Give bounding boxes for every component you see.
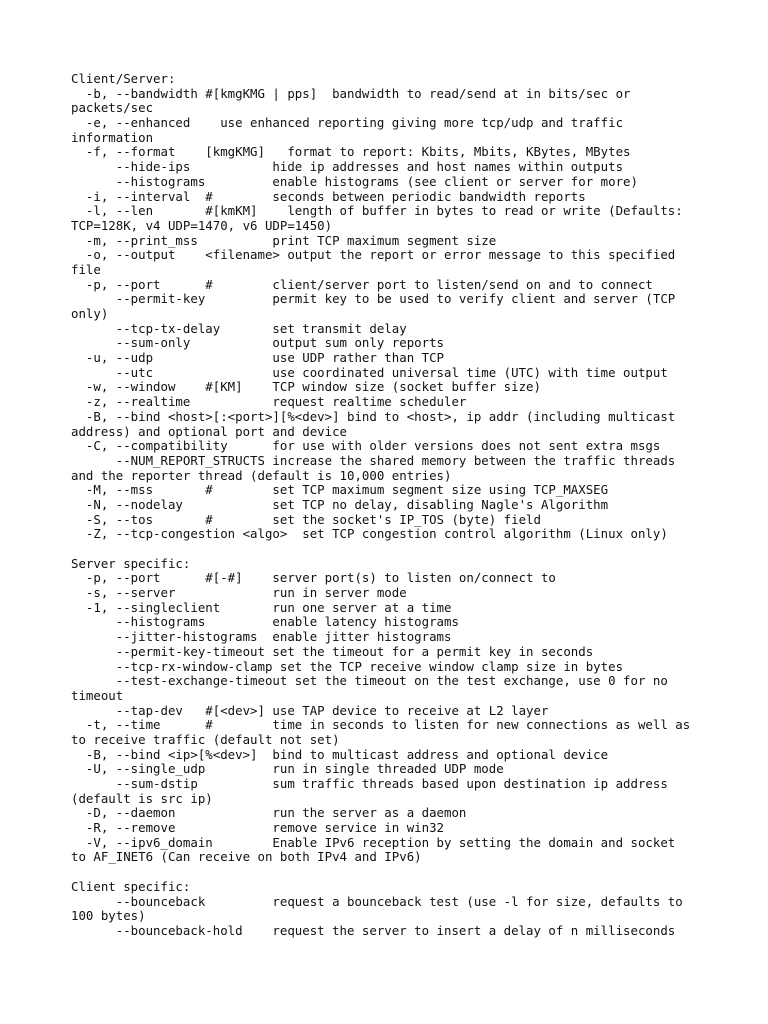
text-line: Server specific: [71, 555, 191, 571]
text-line: packets/sec [71, 100, 154, 116]
text-line: Client/Server: [71, 71, 176, 86]
text-line: -1, --singleclient run one server at a time [71, 599, 452, 615]
text-line: to AF_INET6 (Can receive on both IPv4 and IPv6) [71, 849, 422, 865]
text-line: 100 bytes) [71, 908, 146, 924]
text-line: -M, --mss # set TCP maximum segment size using TCP_MAXSEG [71, 482, 609, 498]
text-line [71, 865, 721, 880]
text-line: -V, --ipv6_domain Enable IPv6 reception by setting the domain and socket [71, 834, 676, 850]
text-line: and the reporter thread (default is 10,000 entries) [71, 467, 452, 483]
text-line: -s, --server run in server mode [71, 585, 407, 601]
text-line: -D, --daemon run the server as a daemon [71, 805, 467, 821]
text-line: TCP=128K, v4 UDP=1470, v6 UDP=1450) [71, 217, 333, 233]
text-line: -Z, --tcp-congestion <algo> set TCP congestion control algorithm (Linux only) [71, 526, 668, 542]
text-line: -o, --output <filename> output the report or error message to this specified [71, 247, 676, 263]
text-line: --tap-dev #[<dev>] use TAP device to receive at L2 layer [71, 702, 549, 718]
text-line: -b, --bandwidth #[kmgKMG | pps] bandwidth to read/send at in bits/sec or [71, 85, 631, 101]
text-line: -U, --single_udp run in single threaded UDP mode [71, 761, 504, 777]
text-line: --tcp-rx-window-clamp set the TCP receive window clamp size in bytes [71, 658, 624, 674]
text-line: -t, --time # time in seconds to listen for new connections as well as [71, 717, 691, 733]
text-line: --utc use coordinated universal time (UTC) with time output [71, 364, 668, 380]
text-line: --sum-only output sum only reports [71, 335, 444, 351]
text-line: -B, --bind <ip>[%<dev>] bind to multicast address and optional device [71, 746, 609, 762]
text-line: information [71, 129, 154, 145]
text-line: address) and optional port and device [71, 423, 348, 439]
text-line: -f, --format [kmgKMG] format to report: Kbits, Mbits, KBytes, MBytes [71, 144, 631, 160]
text-line: -i, --interval # seconds between periodic bandwidth reports [71, 188, 586, 204]
text-line: -N, --nodelay set TCP no delay, disabling Nagle's Algorithm [71, 496, 609, 512]
text-line: --histograms enable latency histograms [71, 614, 459, 630]
text-line: -S, --tos # set the socket's IP_TOS (byte) field [71, 511, 541, 527]
text-line: --bounceback request a bounceback test (use -l for size, defaults to [71, 893, 683, 909]
text-line: -u, --udp use UDP rather than TCP [71, 350, 444, 366]
text-line: --bounceback-hold request the server to insert a delay of n milliseconds [71, 922, 676, 938]
text-line: --test-exchange-timeout set the timeout on the test exchange, use 0 for no [71, 673, 668, 689]
text-line: -w, --window #[KM] TCP window size (socket buffer size) [71, 379, 541, 395]
text-line: -p, --port #[-#] server port(s) to listen on/connect to [71, 570, 556, 586]
text-line: (default is src ip) [71, 790, 213, 806]
text-line: --NUM_REPORT_STRUCTS increase the shared memory between the traffic threads [71, 452, 676, 468]
text-line: --histograms enable histograms (see client or server for more) [71, 173, 638, 189]
text-line: -C, --compatibility for use with older versions does not sent extra msgs [71, 438, 661, 454]
text-line: -B, --bind <host>[:<port>][%<dev>] bind to <host>, ip addr (including multicast [71, 408, 676, 424]
text-line: -l, --len #[kmKM] length of buffer in bytes to read or write (Defaults: [71, 203, 683, 219]
text-line: --hide-ips hide ip addresses and host names within outputs [71, 159, 624, 175]
text-line: --sum-dstip sum traffic threads based upon destination ip address [71, 776, 668, 791]
text-line [71, 542, 721, 557]
text-line: -z, --realtime request realtime scheduler [71, 394, 467, 410]
text-line: -R, --remove remove service in win32 [71, 820, 444, 836]
text-line: --jitter-histograms enable jitter histograms [71, 629, 452, 645]
text-line: -p, --port # client/server port to listen/send on and to connect [71, 276, 653, 292]
text-line: Client specific: [71, 878, 191, 894]
text-line: timeout [71, 687, 124, 703]
text-line: -e, --enhanced use enhanced reporting giving more tcp/udp and traffic [71, 115, 624, 131]
text-line: file [71, 261, 101, 277]
text-line: to receive traffic (default not set) [71, 731, 340, 747]
text-line: --tcp-tx-delay set transmit delay [71, 320, 407, 336]
text-line: -m, --print_mss print TCP maximum segment size [71, 232, 497, 248]
text-line: --permit-key permit key to be used to verify client and server (TCP [71, 291, 676, 307]
text-line: only) [71, 306, 109, 321]
document-text [71, 72, 721, 939]
text-line: --permit-key-timeout set the timeout for a permit key in seconds [71, 643, 594, 659]
